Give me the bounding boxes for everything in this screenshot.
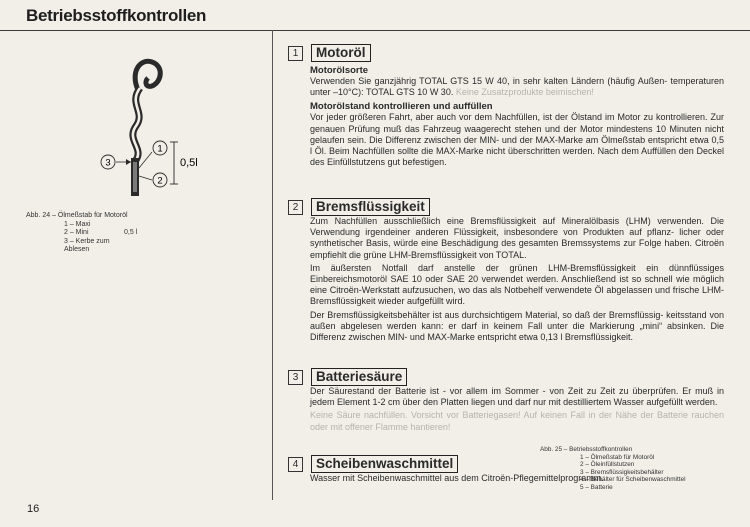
caption-item: 3 – Bremsflüssigkeitsbehälter (580, 468, 664, 476)
callout-3-label: 3 (105, 157, 111, 169)
caption-item: 1 – Ölmeßstab für Motoröl (580, 453, 655, 461)
callout-1-label: 1 (157, 143, 163, 155)
paragraph: Wasser mit Scheibenwaschmittel aus dem Citroën-Pflegemittelprogramm. (310, 473, 604, 483)
section-title: Bremsflüssigkeit (311, 198, 430, 216)
figure-25-caption (540, 446, 686, 492)
dipstick-handle (135, 61, 160, 90)
caption-item: 1 – Maxi (64, 220, 91, 228)
section-number: 3 (288, 370, 303, 385)
page-title: Betriebsstoffkontrollen (26, 6, 207, 25)
section-number: 1 (288, 46, 303, 61)
section-number: 2 (288, 200, 303, 215)
section-3 (288, 368, 728, 433)
subheading: Motorölstand kontrollieren und auffüllen (310, 101, 493, 113)
section-1 (288, 44, 728, 168)
paragraph: Im äußersten Notfall darf anstelle der grünen LHM-Bremsflüssigkeit ein dünnflüssiges Einbereichsmotoröl SAE 10 oder SAE 20 verwendet werden. Anschließend ist so schnell wie möglich eine Citroën-Werkstatt aufzusuchen, wo das als Notbehelf verwendete Öl abgelassen und frische LHM-Bremsflüssigkeit wieder aufgefüllt wird. (310, 262, 724, 307)
callout-2-label: 2 (157, 175, 163, 187)
page-number: 16 (27, 503, 40, 515)
caption-item: 3 – Kerbe zum Ablesen (64, 237, 110, 254)
caption-item: 4 – Behälter für Scheibenwaschmittel (580, 476, 686, 484)
section-title: Batteriesäure (311, 368, 407, 386)
figure-25-caption-title: Abb. 25 – Betriebsstoffkontrollen (540, 446, 633, 453)
section-title: Motoröl (311, 44, 371, 62)
paragraph: Zum Nachfüllen ausschließlich eine Bremsflüssigkeit auf Mineralölbasis (LHM) verwenden. Die Verwendung irgendeiner anderen Flüssigkeit, insbesondere von Produkten auf pflanz- licher oder synthetischer Basis, würde eine Beschädigung des gesamten Bremssystems zur Folge haben. Citroën empfiehlt die grüne LHM-Bremsflüssigkeit von TOTAL. (310, 216, 724, 260)
paragraph: Vor jeder größeren Fahrt, aber auch vor dem Nachfüllen, ist der Ölstand im Motor zu kontrollieren. Zur genauen Prüfung muß das Fahrzeug waagerecht stehen und der Motor mindestens 10 Minuten nicht gelaufen sein. Die Differenz zwischen der MIN- und der MAX-Marke am Ölmeßstab entspricht etwa 0,5 l Öl. Beim Nachfüllen sollte die MAX-Marke nicht überschritten werden. Nach dem Auffüllen den Deckel des Einfüllstutzens gut befestigen. (310, 112, 724, 168)
caption-item: 2 – Mini 0,5 l (64, 229, 138, 237)
caption-item: 5 – Batterie (580, 483, 613, 491)
paragraph: Verwenden Sie ganzjährig TOTAL GTS 15 W 40, in sehr kalten Ländern (häufig Außen- temperaturen unter –10°C): TOTAL GTS 10 W 30. Keine Zusatzprodukte beimischen! (310, 76, 724, 98)
title-divider (0, 30, 750, 31)
dimension-label: 0,5l (180, 157, 198, 169)
section-2 (288, 198, 728, 343)
section-number: 4 (288, 457, 303, 472)
paragraph (310, 410, 724, 432)
paragraph: Der Säurestand der Batterie ist - vor allem im Sommer - von Zeit zu Zeit zu überprüfen. Er muß in jedem Element 1-2 cm über den Platten liegen und darf nur mit destilliertem Wasser aufgefüllt werden. (310, 386, 724, 408)
paragraph: Der Bremsflüssigkeitsbehälter ist aus durchsichtigem Material, so daß der Bremsflüssig- keitsstand von außen abgelesen werden kann: er darf in keinem Fall unter die Markierung „mini“ absinken. Die Differenz zwischen MIN- und MAX-Marke entspricht etwa 0,13 l Bremsflüssigkeit. (310, 309, 724, 343)
section-title: Scheibenwaschmittel (311, 455, 458, 473)
faded-note: Keine Säure nachfüllen. Vorsicht vor Batteriegasen! Auf keinen Fall in der Nähe der Batterie rauchen oder mit offener Flamme hantieren! (310, 410, 724, 432)
figure-24-caption (26, 212, 137, 255)
column-divider (272, 30, 273, 500)
faded-note: Keine Zusatzprodukte beimischen! (455, 87, 594, 98)
caption-item: 2 – Öleinfüllstutzen (580, 461, 635, 469)
dipstick-figure (80, 52, 230, 212)
subheading: Motorölsorte (310, 65, 369, 76)
figure-24-caption-title: Abb. 24 – Ölmeßstab für Motoröl (26, 212, 128, 219)
